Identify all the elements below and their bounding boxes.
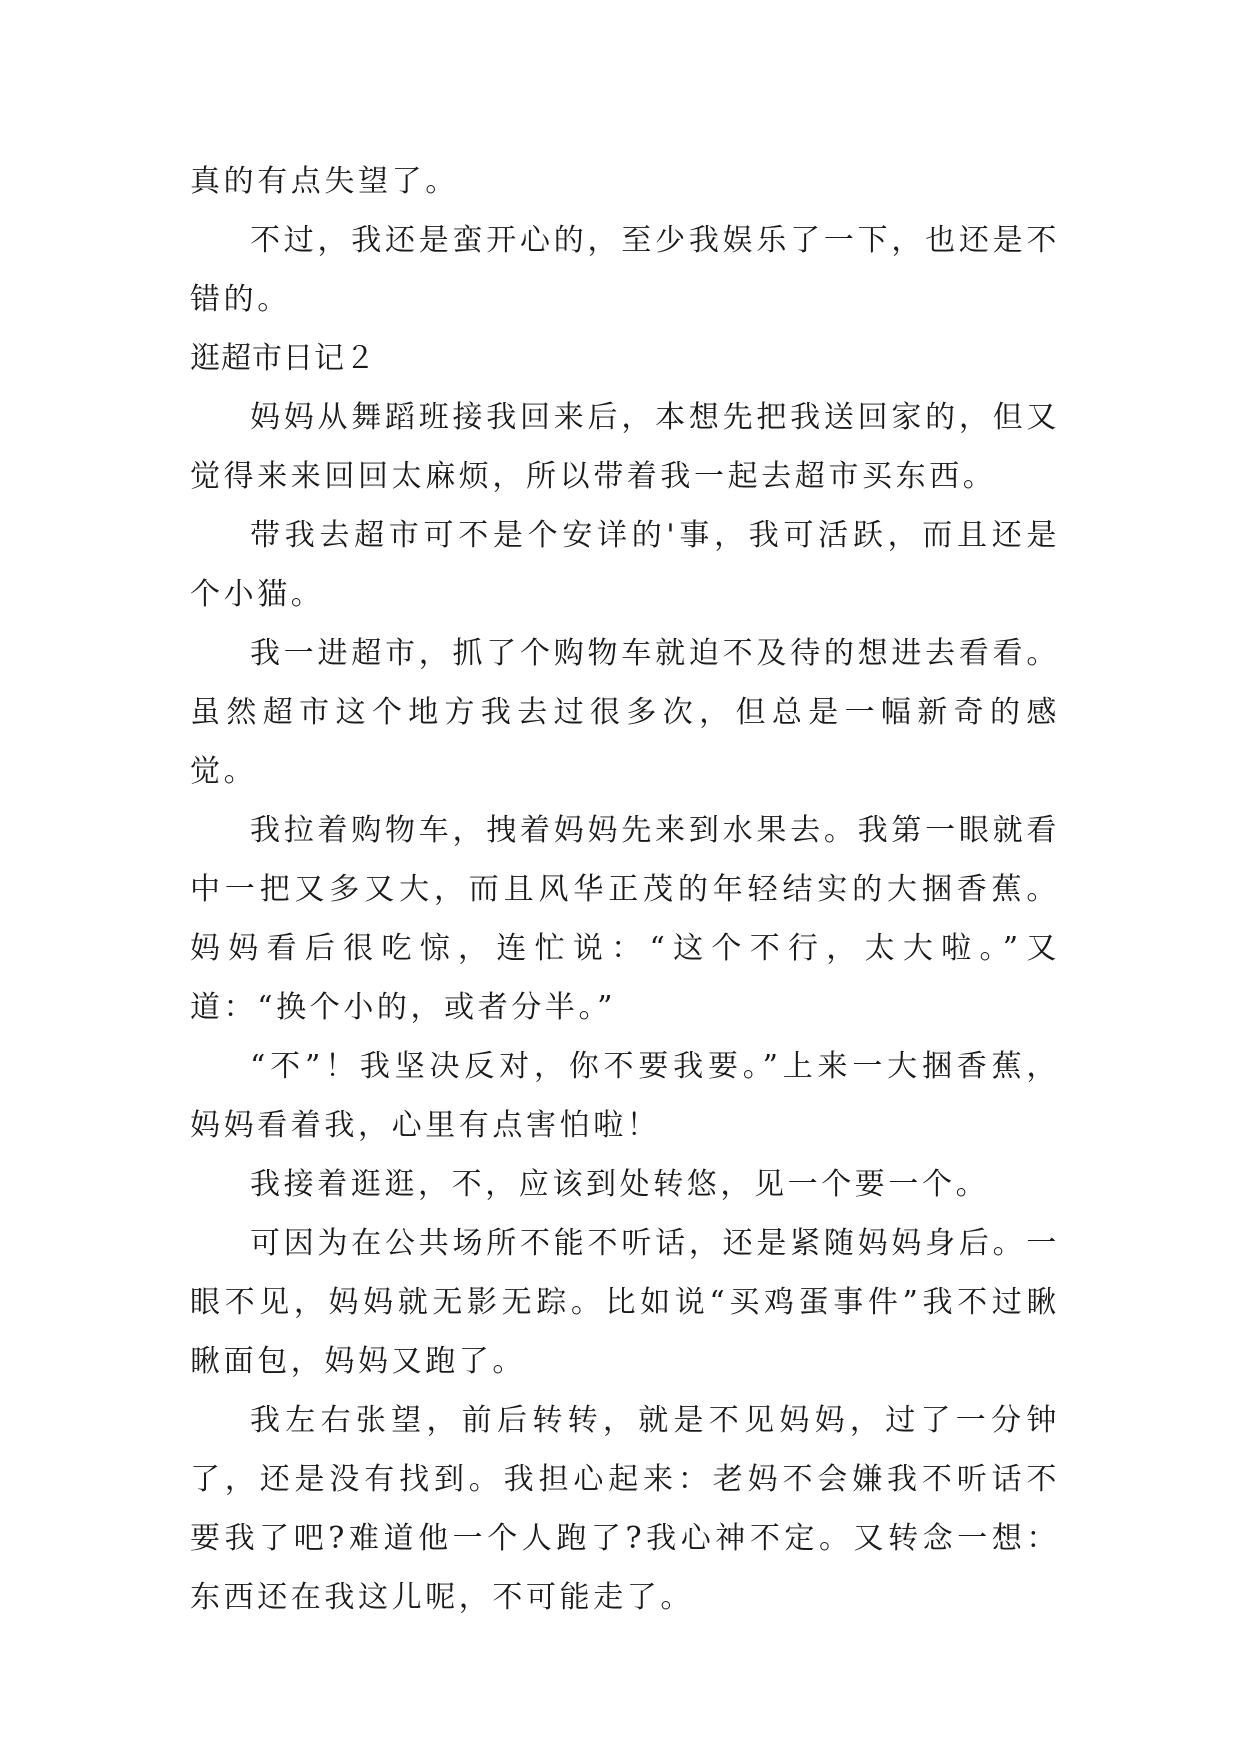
paragraph: 我一进超市，抓了个购物车就迫不及待的想进去看看。虽然超市这个地方我去过很多次，但总是一幅新奇的感觉。 [190,636,1060,789]
paragraph: 妈妈从舞蹈班接我回来后，本想先把我送回家的，但又觉得来来回回太麻烦，所以带着我一起去超市买东西。 [190,400,1060,494]
paragraph-continuation: 真的有点失望了。 [190,164,459,199]
paragraph: 带我去超市可不是个安详的'事，我可活跃，而且还是个小猫。 [190,518,1060,612]
paragraph: 可因为在公共场所不能不听话，还是紧随妈妈身后。一眼不见，妈妈就无影无踪。比如说“买鸡蛋事件”我不过瞅瞅面包，妈妈又跑了。 [190,1226,1060,1379]
paragraph: 我左右张望，前后转转，就是不见妈妈，过了一分钟了，还是没有找到。我担心起来：老妈不会嫌我不听话不要我了吧?难道他一个人跑了?我心神不定。又转念一想：东西还在我这儿呢，不可能走了。 [190,1403,1060,1615]
document-page [190,152,1060,1627]
paragraph: 我接着逛逛，不，应该到处转悠，见一个要一个。 [250,1167,990,1202]
paragraph: 不过，我还是蛮开心的，至少我娱乐了一下，也还是不错的。 [190,223,1060,317]
paragraph: “不”！我坚决反对，你不要我要。”上来一大捆香蕉，妈妈看着我，心里有点害怕啦！ [190,1049,1060,1143]
section-heading: 逛超市日记２ [190,341,376,376]
paragraph: 我拉着购物车，拽着妈妈先来到水果去。我第一眼就看中一把又多又大，而且风华正茂的年轻结实的大捆香蕉。妈妈看后很吃惊，连忙说：“这个不行，太大啦。”又道：“换个小的，或者分半。” [190,813,1060,1025]
